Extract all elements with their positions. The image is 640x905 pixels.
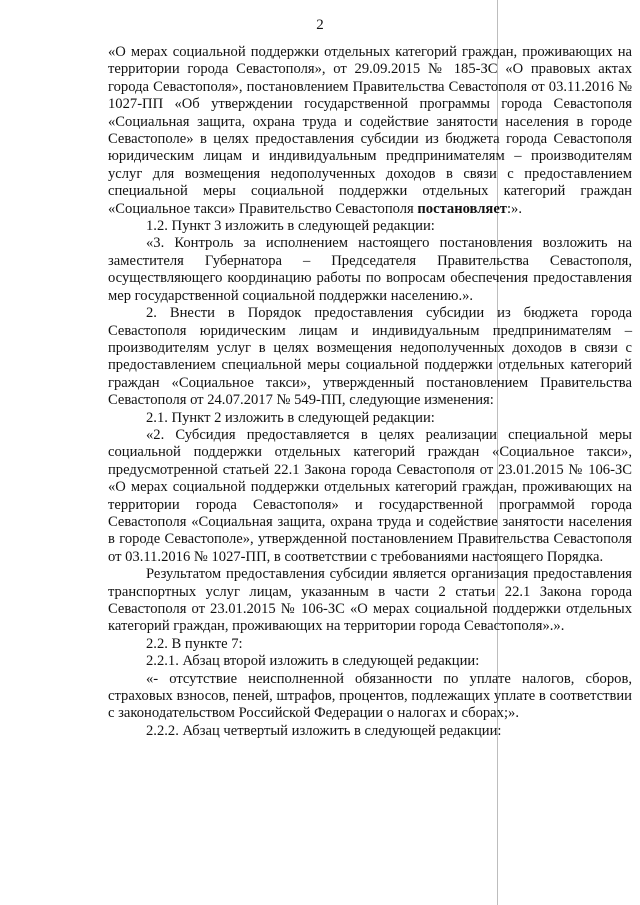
paragraph-2: 1.2. Пункт 3 изложить в следующей редакции:: [146, 218, 435, 235]
paragraph-7: Результатом предоставления субсидии является организация предоставления транспортных услуг лицам, указанным в части 2 статьи 22.1 Закона города Севастополя от 23.01.2015 № 106-ЗС «О мерах социальной поддержки отдельных категорий граждан, проживающих на территории города Севастополя».».: [108, 566, 632, 635]
document-body: [108, 44, 632, 740]
paragraph-3: «3. Контроль за исполнением настоящего постановления возложить на заместителя Губернатора – Председателя Правительства Севастополя, осуществляющего координацию работы по вопросам обеспечения предоставления мер государственной социальной поддержки населению.».: [108, 235, 632, 304]
paragraph-10: «- отсутствие неисполненной обязанности по уплате налогов, сборов, страховых взносов, пеней, штрафов, процентов, подлежащих уплате в соответствии с законодательством Российской Федерации о налогах и сборах;».: [108, 670, 632, 722]
paragraph-4: 2. Внести в Порядок предоставления субсидии из бюджета города Севастополя юридическим лицам и индивидуальным предпринимателям – производителям услуг в целях возмещения недополученных доходов в связи с предоставлением специальной меры социальной поддержки отдельных категорий граждан «Социальное такси», утвержденный постановлением Правительства Севастополя от 24.07.2017 № 549-ПП, следующие изменения:: [108, 305, 632, 409]
paragraph-1: [108, 44, 632, 218]
paragraph-11: 2.2.2. Абзац четвертый изложить в следующей редакции:: [146, 722, 502, 739]
paragraph-1-text: «О мерах социальной поддержки отдельных категорий граждан, проживающих на территории города Севастополя», от 29.09.2015 № 185-ЗС «О правовых актах города Севастополя», постановлением Правительства Севастополя от 03.11.2016 № 1027-ПП «Об утверждении государственной программы города Севастополя «Социальная защита, охрана труда и содействие занятости населения в городе Севастополе» в целях предоставления субсидии из бюджета города Севастополя юридическим лицам и индивидуальным предпринимателям – производителям услуг для возмещения недополученных доходов в связи с предоставлением специальной меры социальной поддержки отдельных категорий граждан «Социальное такси» Правительство Севастополя: [108, 44, 632, 217]
page-number: 2: [316, 17, 324, 33]
paragraph-9: 2.2.1. Абзац второй изложить в следующей редакции:: [146, 653, 480, 670]
resolution-keyword: постановляет: [417, 200, 507, 217]
paragraph-1-tail: :».: [506, 200, 522, 217]
paragraph-6: «2. Субсидия предоставляется в целях реализации специальной меры социальной поддержки отдельных категорий граждан «Социальное такси», предусмотренной статьей 22.1 Закона города Севастополя от 23.01.2015 № 106-ЗС «О мерах социальной поддержки отдельных категорий граждан, проживающих на территории города Севастополя» и государственной программой города Севастополя «Социальная защита, охрана труда и содействие занятости населения в городе Севастополе», утвержденной постановлением Правительства Севастополя от 03.11.2016 № 1027-ПП, в соответствии с требованиями настоящего Порядка.: [108, 426, 632, 565]
paragraph-8: 2.2. В пункте 7:: [146, 635, 243, 652]
paragraph-5: 2.1. Пункт 2 изложить в следующей редакции:: [146, 409, 435, 426]
